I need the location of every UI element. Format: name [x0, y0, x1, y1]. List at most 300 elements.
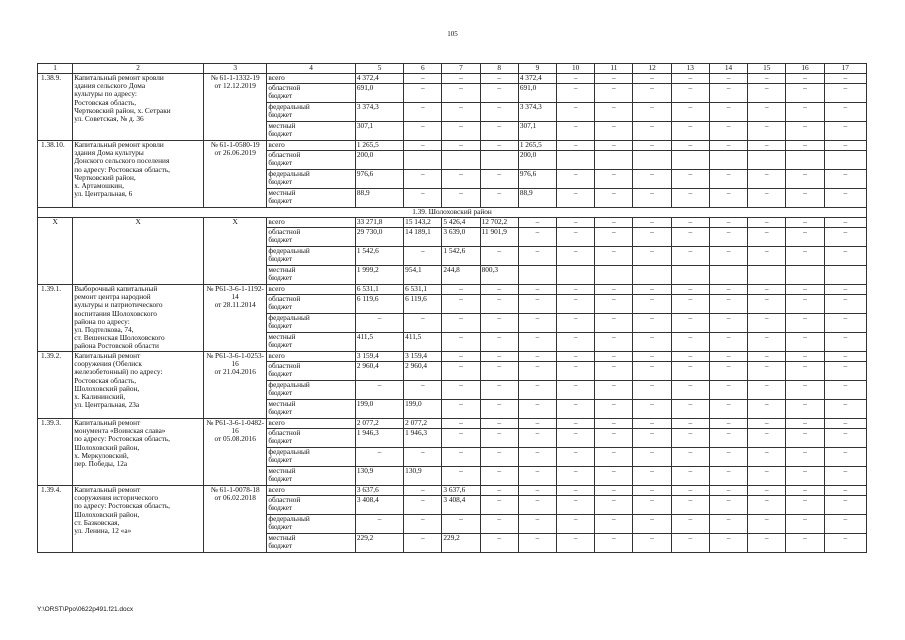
- table-row: [38, 352, 867, 362]
- amount-cell: –: [709, 228, 747, 247]
- amount-cell: –: [595, 333, 633, 352]
- column-header: 7: [442, 64, 480, 74]
- amount-cell: –: [824, 295, 866, 314]
- amount-cell: –: [404, 74, 442, 84]
- amount-cell: –: [480, 362, 518, 381]
- amount-cell: –: [824, 333, 866, 352]
- amount-cell: –: [557, 352, 595, 362]
- amount-cell: –: [709, 486, 747, 496]
- amount-cell: –: [595, 218, 633, 228]
- amount-cell: –: [824, 467, 866, 486]
- amount-cell: –: [824, 74, 866, 84]
- amount-cell: –: [557, 103, 595, 122]
- amount-cell: –: [557, 381, 595, 400]
- amount-cell: –: [633, 534, 671, 553]
- amount-cell: –: [709, 218, 747, 228]
- amount-cell: 199,0: [355, 400, 403, 419]
- funding-source: местный бюджет: [267, 400, 356, 419]
- funding-source: всего: [267, 352, 356, 362]
- amount-cell: –: [633, 419, 671, 429]
- amount-cell: –: [557, 429, 595, 448]
- amount-cell: –: [518, 381, 556, 400]
- amount-cell: –: [748, 429, 786, 448]
- amount-cell: –: [633, 295, 671, 314]
- amount-cell: 11 901,9: [480, 228, 518, 247]
- amount-cell: –: [595, 122, 633, 141]
- amount-cell: –: [480, 486, 518, 496]
- amount-cell: –: [595, 314, 633, 333]
- item-description: Капитальный ремонт кровли здания сельского Дома культуры по адресу: Ростовская область, Чертковский район, х. Сетраки ул. Советская, № д. 36: [73, 74, 204, 141]
- amount-cell: 954,1: [404, 266, 442, 285]
- column-header: 4: [267, 64, 356, 74]
- amount-cell: –: [480, 314, 518, 333]
- funding-source: местный бюджет: [267, 534, 356, 553]
- amount-cell: –: [404, 515, 442, 534]
- amount-cell: –: [709, 534, 747, 553]
- amount-cell: –: [748, 189, 786, 208]
- amount-cell: –: [786, 103, 824, 122]
- funding-source: всего: [267, 74, 356, 84]
- expertise-reference: X: [203, 218, 266, 285]
- amount-cell: –: [480, 352, 518, 362]
- amount-cell: –: [595, 496, 633, 515]
- amount-cell: –: [518, 218, 556, 228]
- amount-cell: –: [633, 486, 671, 496]
- amount-cell: –: [824, 381, 866, 400]
- amount-cell: [748, 151, 786, 170]
- amount-cell: –: [633, 381, 671, 400]
- amount-cell: –: [824, 534, 866, 553]
- column-header: 8: [480, 64, 518, 74]
- amount-cell: –: [671, 515, 709, 534]
- amount-cell: –: [786, 141, 824, 151]
- amount-cell: –: [518, 496, 556, 515]
- amount-cell: –: [557, 189, 595, 208]
- amount-cell: –: [595, 103, 633, 122]
- amount-cell: –: [404, 170, 442, 189]
- amount-cell: –: [748, 486, 786, 496]
- amount-cell: –: [824, 448, 866, 467]
- expertise-reference: № Р61-3-6-1-0253- 16 от 21.04.2016: [203, 352, 266, 419]
- amount-cell: –: [442, 400, 480, 419]
- amount-cell: –: [786, 122, 824, 141]
- funding-source: всего: [267, 218, 356, 228]
- amount-cell: [595, 266, 633, 285]
- amount-cell: –: [442, 141, 480, 151]
- amount-cell: –: [442, 515, 480, 534]
- column-header: 17: [824, 64, 866, 74]
- amount-cell: –: [748, 314, 786, 333]
- amount-cell: 1 946,3: [355, 429, 403, 448]
- amount-cell: 14 189,1: [404, 228, 442, 247]
- column-header: 2: [73, 64, 204, 74]
- amount-cell: –: [518, 448, 556, 467]
- expertise-reference: № Р61-3-6-1-0482- 16 от 05.08.2016: [203, 419, 266, 486]
- amount-cell: –: [709, 362, 747, 381]
- amount-cell: –: [709, 74, 747, 84]
- table-row: [38, 74, 867, 84]
- amount-cell: –: [557, 170, 595, 189]
- amount-cell: –: [633, 333, 671, 352]
- amount-cell: –: [633, 247, 671, 266]
- amount-cell: –: [786, 333, 824, 352]
- item-number: 1.39.4.: [38, 486, 73, 553]
- amount-cell: –: [824, 496, 866, 515]
- amount-cell: –: [671, 486, 709, 496]
- amount-cell: –: [442, 103, 480, 122]
- amount-cell: [595, 151, 633, 170]
- amount-cell: –: [786, 189, 824, 208]
- amount-cell: [824, 151, 866, 170]
- amount-cell: –: [480, 141, 518, 151]
- amount-cell: –: [480, 295, 518, 314]
- amount-cell: –: [480, 333, 518, 352]
- amount-cell: –: [671, 429, 709, 448]
- amount-cell: –: [786, 228, 824, 247]
- amount-cell: [404, 151, 442, 170]
- amount-cell: [671, 151, 709, 170]
- funding-source: областной бюджет: [267, 496, 356, 515]
- column-header: 11: [595, 64, 633, 74]
- amount-cell: –: [518, 419, 556, 429]
- amount-cell: –: [404, 247, 442, 266]
- amount-cell: –: [671, 467, 709, 486]
- amount-cell: –: [404, 122, 442, 141]
- amount-cell: –: [404, 103, 442, 122]
- amount-cell: –: [595, 381, 633, 400]
- amount-cell: –: [480, 429, 518, 448]
- amount-cell: –: [404, 496, 442, 515]
- amount-cell: –: [633, 228, 671, 247]
- funding-source: всего: [267, 486, 356, 496]
- amount-cell: –: [633, 285, 671, 295]
- amount-cell: –: [709, 419, 747, 429]
- amount-cell: 229,2: [355, 534, 403, 553]
- amount-cell: –: [671, 295, 709, 314]
- amount-cell: –: [824, 189, 866, 208]
- amount-cell: 4 372,4: [518, 74, 556, 84]
- funding-source: местный бюджет: [267, 467, 356, 486]
- amount-cell: [557, 266, 595, 285]
- amount-cell: –: [595, 247, 633, 266]
- amount-cell: –: [748, 247, 786, 266]
- amount-cell: –: [633, 189, 671, 208]
- amount-cell: 1 265,5: [355, 141, 403, 151]
- funding-source: всего: [267, 419, 356, 429]
- column-header: 10: [557, 64, 595, 74]
- amount-cell: –: [404, 189, 442, 208]
- amount-cell: –: [518, 247, 556, 266]
- amount-cell: –: [633, 74, 671, 84]
- amount-cell: 15 143,2: [404, 218, 442, 228]
- amount-cell: –: [786, 486, 824, 496]
- amount-cell: –: [748, 467, 786, 486]
- amount-cell: –: [595, 534, 633, 553]
- amount-cell: –: [786, 295, 824, 314]
- amount-cell: 976,6: [355, 170, 403, 189]
- amount-cell: –: [671, 534, 709, 553]
- amount-cell: –: [480, 285, 518, 295]
- amount-cell: –: [786, 362, 824, 381]
- amount-cell: –: [518, 228, 556, 247]
- amount-cell: –: [671, 247, 709, 266]
- funding-source: федеральный бюджет: [267, 381, 356, 400]
- funding-source: федеральный бюджет: [267, 247, 356, 266]
- amount-cell: 6 531,1: [355, 285, 403, 295]
- amount-cell: –: [442, 170, 480, 189]
- amount-cell: –: [709, 400, 747, 419]
- amount-cell: –: [671, 170, 709, 189]
- amount-cell: 3 159,4: [355, 352, 403, 362]
- amount-cell: –: [786, 170, 824, 189]
- amount-cell: 6 119,6: [355, 295, 403, 314]
- amount-cell: [518, 266, 556, 285]
- amount-cell: [786, 151, 824, 170]
- amount-cell: –: [709, 189, 747, 208]
- item-number: 1.38.10.: [38, 141, 73, 208]
- amount-cell: –: [748, 448, 786, 467]
- amount-cell: –: [404, 534, 442, 553]
- amount-cell: [748, 266, 786, 285]
- amount-cell: –: [404, 141, 442, 151]
- amount-cell: –: [480, 247, 518, 266]
- amount-cell: –: [748, 352, 786, 362]
- amount-cell: 3 408,4: [355, 496, 403, 515]
- amount-cell: –: [748, 218, 786, 228]
- amount-cell: –: [748, 103, 786, 122]
- amount-cell: –: [824, 285, 866, 295]
- amount-cell: –: [786, 534, 824, 553]
- amount-cell: –: [595, 419, 633, 429]
- amount-cell: –: [786, 419, 824, 429]
- amount-cell: [442, 151, 480, 170]
- amount-cell: 1 542,6: [355, 247, 403, 266]
- amount-cell: –: [557, 419, 595, 429]
- amount-cell: –: [595, 74, 633, 84]
- amount-cell: –: [633, 84, 671, 103]
- district-title: 1.39. Шолоховский район: [38, 208, 867, 218]
- amount-cell: –: [748, 285, 786, 295]
- column-header: 13: [671, 64, 709, 74]
- amount-cell: –: [557, 486, 595, 496]
- amount-cell: –: [748, 362, 786, 381]
- amount-cell: –: [824, 515, 866, 534]
- funding-source: федеральный бюджет: [267, 103, 356, 122]
- amount-cell: –: [824, 352, 866, 362]
- amount-cell: –: [709, 467, 747, 486]
- amount-cell: –: [595, 295, 633, 314]
- amount-cell: –: [557, 534, 595, 553]
- amount-cell: 307,1: [518, 122, 556, 141]
- amount-cell: –: [671, 141, 709, 151]
- amount-cell: [709, 266, 747, 285]
- amount-cell: 1 265,5: [518, 141, 556, 151]
- funding-source: областной бюджет: [267, 151, 356, 170]
- amount-cell: –: [786, 84, 824, 103]
- amount-cell: –: [709, 314, 747, 333]
- budget-table: [37, 63, 867, 553]
- amount-cell: –: [748, 170, 786, 189]
- amount-cell: –: [557, 84, 595, 103]
- amount-cell: –: [518, 333, 556, 352]
- item-description: Капитальный ремонт кровли здания Дома культуры Донского сельского поселения по адресу: Ростовская область, Чертковский район, х. Артамошкин, ул. Центральная, 6: [73, 141, 204, 208]
- amount-cell: 1 542,6: [442, 247, 480, 266]
- amount-cell: –: [355, 314, 403, 333]
- amount-cell: –: [633, 448, 671, 467]
- table-row: [38, 486, 867, 496]
- amount-cell: –: [748, 515, 786, 534]
- funding-source: областной бюджет: [267, 84, 356, 103]
- amount-cell: 1 946,3: [404, 429, 442, 448]
- amount-cell: –: [633, 467, 671, 486]
- amount-cell: –: [633, 103, 671, 122]
- amount-cell: –: [355, 381, 403, 400]
- expertise-reference: № 61-1-0580-19 от 26.06.2019: [203, 141, 266, 208]
- amount-cell: –: [557, 362, 595, 381]
- amount-cell: –: [557, 496, 595, 515]
- amount-cell: –: [748, 496, 786, 515]
- amount-cell: –: [633, 429, 671, 448]
- amount-cell: –: [518, 467, 556, 486]
- amount-cell: –: [709, 295, 747, 314]
- amount-cell: –: [633, 352, 671, 362]
- amount-cell: –: [480, 189, 518, 208]
- amount-cell: –: [824, 218, 866, 228]
- amount-cell: 88,9: [355, 189, 403, 208]
- amount-cell: –: [518, 486, 556, 496]
- column-header: 5: [355, 64, 403, 74]
- amount-cell: –: [480, 448, 518, 467]
- column-header: 9: [518, 64, 556, 74]
- amount-cell: 3 159,4: [404, 352, 442, 362]
- amount-cell: –: [480, 496, 518, 515]
- amount-cell: –: [480, 515, 518, 534]
- item-number: X: [38, 218, 73, 285]
- amount-cell: –: [671, 228, 709, 247]
- amount-cell: –: [824, 400, 866, 419]
- amount-cell: –: [633, 362, 671, 381]
- district-heading-row: [38, 208, 867, 218]
- amount-cell: –: [557, 141, 595, 151]
- amount-cell: –: [748, 141, 786, 151]
- column-header: 6: [404, 64, 442, 74]
- amount-cell: 229,2: [442, 534, 480, 553]
- amount-cell: –: [557, 314, 595, 333]
- amount-cell: –: [671, 285, 709, 295]
- amount-cell: –: [709, 515, 747, 534]
- amount-cell: –: [748, 419, 786, 429]
- footer-file-path: Y:\ORST\Ppo\0622p491.f21.docx: [37, 606, 134, 613]
- amount-cell: –: [557, 467, 595, 486]
- amount-cell: –: [671, 362, 709, 381]
- amount-cell: –: [595, 429, 633, 448]
- amount-cell: –: [404, 314, 442, 333]
- amount-cell: [671, 266, 709, 285]
- amount-cell: –: [748, 295, 786, 314]
- amount-cell: –: [518, 515, 556, 534]
- amount-cell: 1 999,2: [355, 266, 403, 285]
- amount-cell: –: [786, 467, 824, 486]
- amount-cell: –: [442, 381, 480, 400]
- amount-cell: –: [748, 84, 786, 103]
- amount-cell: –: [671, 218, 709, 228]
- amount-cell: 29 730,0: [355, 228, 403, 247]
- amount-cell: –: [633, 496, 671, 515]
- amount-cell: –: [633, 218, 671, 228]
- amount-cell: 691,0: [518, 84, 556, 103]
- amount-cell: –: [595, 285, 633, 295]
- amount-cell: –: [786, 515, 824, 534]
- funding-source: местный бюджет: [267, 122, 356, 141]
- amount-cell: –: [518, 400, 556, 419]
- amount-cell: –: [557, 515, 595, 534]
- amount-cell: –: [824, 429, 866, 448]
- amount-cell: –: [442, 362, 480, 381]
- amount-cell: –: [786, 285, 824, 295]
- amount-cell: –: [557, 333, 595, 352]
- amount-cell: 12 702,2: [480, 218, 518, 228]
- amount-cell: 3 408,4: [442, 496, 480, 515]
- table-row: [38, 285, 867, 295]
- amount-cell: –: [557, 218, 595, 228]
- amount-cell: –: [709, 381, 747, 400]
- item-number: 1.39.1.: [38, 285, 73, 352]
- amount-cell: –: [633, 400, 671, 419]
- amount-cell: –: [633, 314, 671, 333]
- amount-cell: –: [709, 352, 747, 362]
- amount-cell: [633, 151, 671, 170]
- amount-cell: 200,0: [355, 151, 403, 170]
- amount-cell: 5 426,4: [442, 218, 480, 228]
- funding-source: местный бюджет: [267, 333, 356, 352]
- amount-cell: –: [557, 228, 595, 247]
- table-body: [38, 64, 867, 553]
- amount-cell: –: [442, 84, 480, 103]
- amount-cell: –: [824, 122, 866, 141]
- amount-cell: –: [824, 247, 866, 266]
- amount-cell: –: [633, 141, 671, 151]
- amount-cell: –: [748, 381, 786, 400]
- amount-cell: –: [748, 74, 786, 84]
- amount-cell: –: [671, 381, 709, 400]
- amount-cell: –: [518, 534, 556, 553]
- funding-source: областной бюджет: [267, 228, 356, 247]
- amount-cell: –: [480, 122, 518, 141]
- amount-cell: –: [671, 448, 709, 467]
- amount-cell: –: [557, 122, 595, 141]
- amount-cell: –: [633, 122, 671, 141]
- amount-cell: –: [442, 429, 480, 448]
- amount-cell: –: [671, 419, 709, 429]
- expertise-reference: № 61-1-0078-18 от 06.02.2018: [203, 486, 266, 553]
- amount-cell: –: [595, 189, 633, 208]
- amount-cell: –: [442, 333, 480, 352]
- amount-cell: [824, 266, 866, 285]
- item-number: 1.39.2.: [38, 352, 73, 419]
- amount-cell: –: [824, 486, 866, 496]
- amount-cell: –: [480, 84, 518, 103]
- amount-cell: [709, 151, 747, 170]
- amount-cell: [786, 266, 824, 285]
- amount-cell: –: [671, 333, 709, 352]
- amount-cell: –: [709, 247, 747, 266]
- amount-cell: –: [480, 534, 518, 553]
- amount-cell: –: [786, 74, 824, 84]
- amount-cell: –: [671, 496, 709, 515]
- amount-cell: –: [442, 295, 480, 314]
- amount-cell: 3 374,3: [518, 103, 556, 122]
- amount-cell: –: [355, 448, 403, 467]
